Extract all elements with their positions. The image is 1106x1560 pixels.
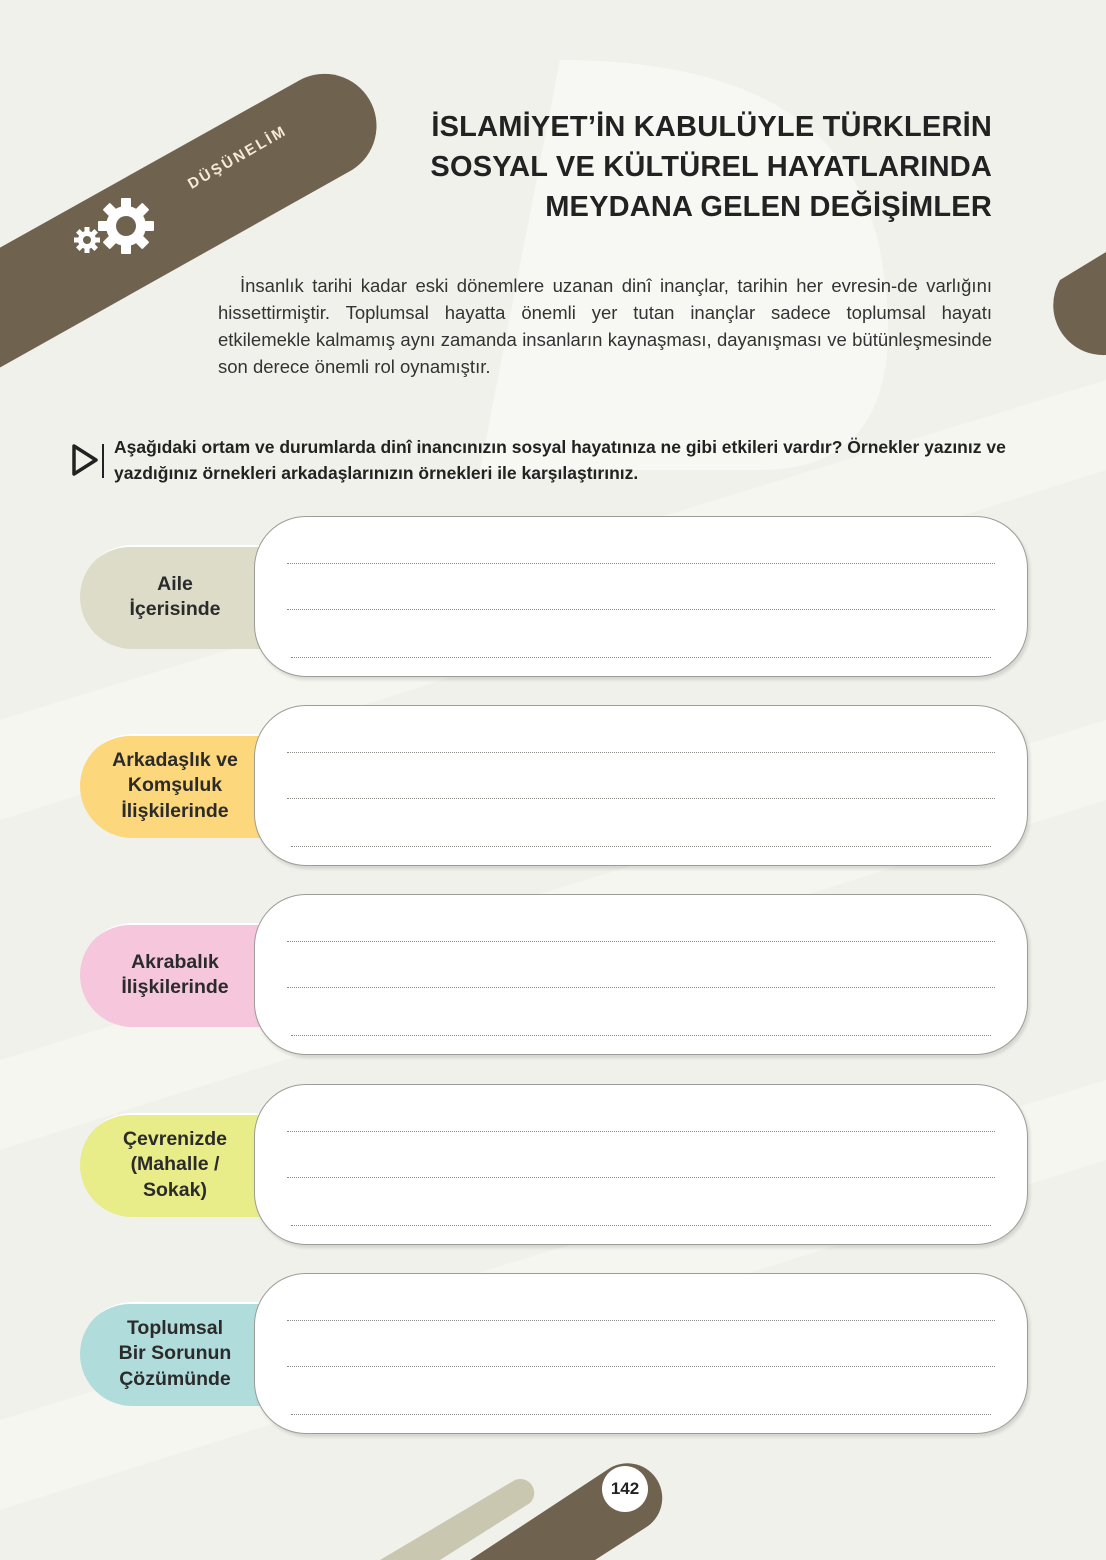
intro-text: İnsanlık tarihi kadar eski dönemlere uzanan dinî inançlar, tarihin her evresin-de varlığını hissettirmiştir. Toplumsal hayatta önemli yer tutan inançlar sadece toplumsal hayatı etkilemekle kalmamış aynı zamanda insanların kaynaşması, dayanışması ve bütünleşmesinde son derece önemli rol oynamıştır.: [218, 275, 992, 377]
intro-paragraph: [218, 272, 992, 380]
row-label-cevre: Çevrenizde (Mahalle / Sokak): [80, 1113, 280, 1217]
dotted-line: [291, 1035, 991, 1036]
answer-box-akrabalik[interactable]: [254, 894, 1028, 1055]
answer-box-aile[interactable]: [254, 516, 1028, 677]
dotted-line: [287, 798, 995, 799]
row-label-aile: Aile İçerisinde: [80, 545, 280, 649]
dotted-line: [291, 1414, 991, 1415]
row-label-toplumsal: Toplumsal Bir Sorunun Çözümünde: [80, 1302, 280, 1406]
answer-row-akrabalik: [0, 894, 1106, 1056]
row-label-akrabalik: Akrabalık İlişkilerinde: [80, 923, 280, 1027]
dotted-line: [287, 752, 995, 753]
dotted-line: [287, 941, 995, 942]
task-text: Aşağıdaki ortam ve durumlarda dinî inancınızın sosyal hayatınıza ne gibi etkileri vardır? Örnekler yazınız ve yazdığınız örnekleri arkadaşlarınızın örnekleri ile karşılaştırınız.: [114, 437, 1006, 483]
dotted-line: [291, 657, 991, 658]
page-title: [292, 107, 992, 227]
answer-row-arkadaslik: [0, 705, 1106, 867]
row-label-arkadaslik: Arkadaşlık ve Komşuluk İlişkilerinde: [80, 734, 280, 838]
answer-row-aile: [0, 516, 1106, 678]
banner-label: DÜŞÜNELİM: [185, 122, 291, 193]
title-line-3: MEYDANA GELEN DEĞİŞİMLER: [545, 191, 992, 223]
page-number: 142: [602, 1466, 648, 1512]
dotted-line: [287, 1320, 995, 1321]
dotted-line: [287, 987, 995, 988]
title-line-1: İSLAMİYET’İN KABULÜYLE TÜRKLERİN: [431, 111, 992, 143]
dotted-line: [287, 1177, 995, 1178]
dotted-line: [287, 1131, 995, 1132]
play-triangle-icon: [70, 440, 106, 480]
answer-box-cevre[interactable]: [254, 1084, 1028, 1245]
gears-icon: [70, 196, 160, 258]
dotted-line: [287, 563, 995, 564]
answer-box-arkadaslik[interactable]: [254, 705, 1028, 866]
answer-row-cevre: [0, 1084, 1106, 1246]
dotted-line: [287, 1366, 995, 1367]
title-line-2: SOSYAL VE KÜLTÜREL HAYATLARINDA: [430, 151, 992, 183]
answer-box-toplumsal[interactable]: [254, 1273, 1028, 1434]
dotted-line: [291, 1225, 991, 1226]
dotted-line: [291, 846, 991, 847]
answer-row-toplumsal: [0, 1273, 1106, 1435]
dotted-line: [287, 609, 995, 610]
